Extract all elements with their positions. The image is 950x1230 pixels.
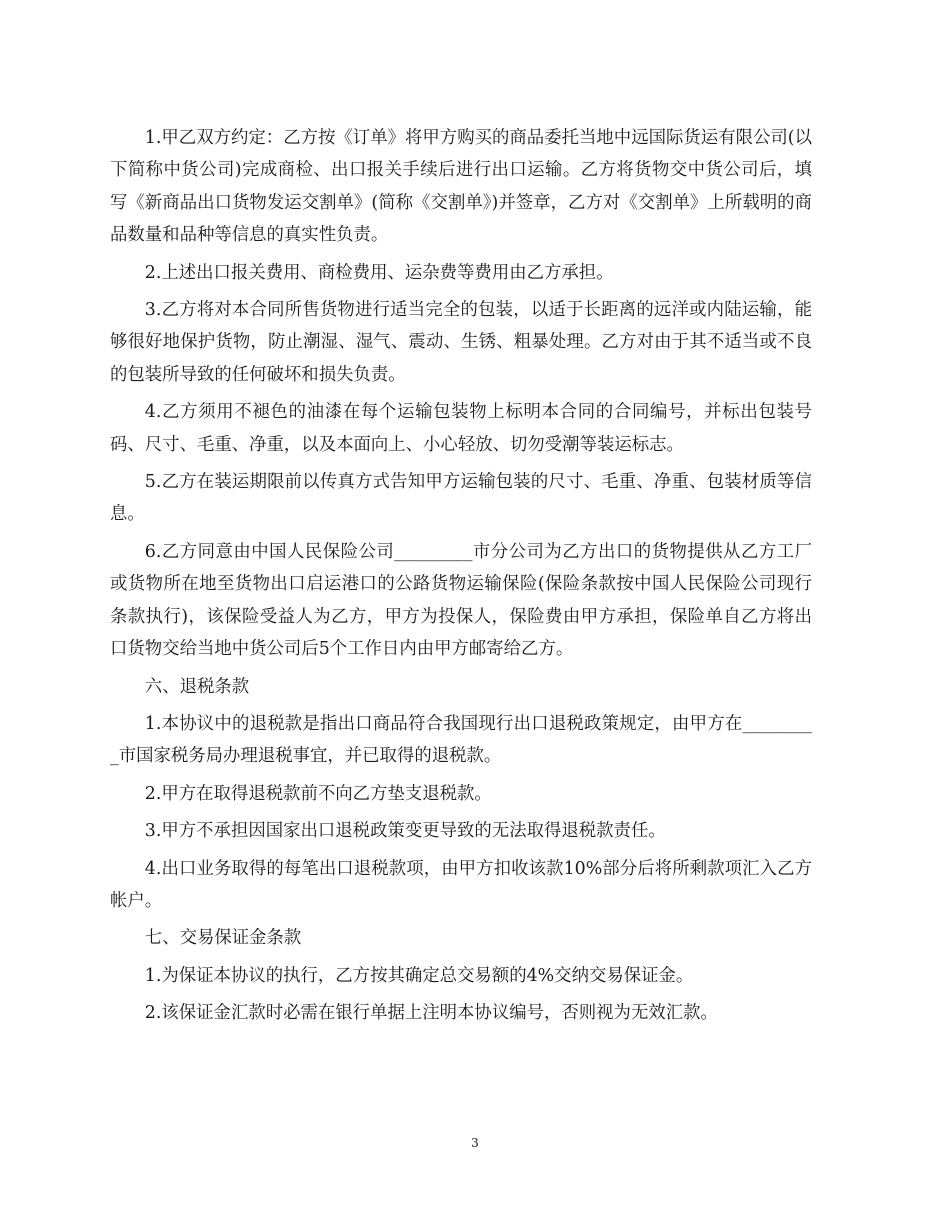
page-number: 3	[471, 1136, 479, 1150]
paragraph-4: 4.乙方须用不褪色的油漆在每个运输包装物上标明本合同的合同编号，并标出包装号码、尺寸、毛重、净重，以及本面向上、小心轻放、切勿受潮等装运标志。	[110, 402, 812, 455]
section-heading-deposit: 七、交易保证金条款	[144, 928, 302, 949]
paragraph-5: 5.乙方在装运期限前以传真方式告知甲方运输包装的尺寸、毛重、净重、包装材质等信息。	[110, 472, 812, 525]
paragraph-10: 4.出口业务取得的每笔出口退税款项，由甲方扣收该款10%部分后将所剩款项汇入乙方帐户。	[110, 858, 812, 911]
paragraph-8: 2.甲方在取得退税款前不向乙方垫支退税款。	[144, 783, 492, 804]
paragraph-3: 3.乙方将对本合同所售货物进行适当完全的包装，以适于长距离的远洋或内陆运输，能够很好地保护货物，防止潮湿、湿气、震动、生锈、粗暴处理。乙方对由于其不适当或不良的包装所导致的任何破坏和损失负责。	[110, 300, 812, 385]
paragraph-7: 1.本协议中的退税款是指出口商品符合我国现行出口退税政策规定，由甲方在_________市国家税务局办理退税事宜，并已取得的退税款。	[110, 713, 812, 767]
section-heading-tax-refund: 六、退税条款	[144, 676, 250, 697]
paragraph-2: 2.上述出口报关费用、商检费用、运杂费等费用由乙方承担。	[144, 262, 614, 283]
document-body	[110, 122, 812, 1035]
paragraph-1: 1.甲乙双方约定：乙方按《订单》将甲方购买的商品委托当地中远国际货运有限公司(以下简称中货公司)完成商检、出口报关手续后进行出口运输。乙方将货物交中货公司后，填写《新商品出口货物发运交割单》(简称《交割单》)并签章，乙方对《交割单》上所载明的商品数量和品种等信息的真实性负责。	[110, 128, 812, 246]
paragraph-9: 3.甲方不承担因国家出口退税政策变更导致的无法取得退税款责任。	[144, 821, 666, 842]
paragraph-6: 6.乙方同意由中国人民保险公司_________市分公司为乙方出口的货物提供从乙方工厂或货物所在地至货物出口启运港口的公路货物运输保险(保险条款按中国人民保险公司现行条款执行)，该保险受益人为乙方，甲方为投保人，保险费由甲方承担，保险单自乙方将出口货物交给当地中货公司后5个工作日内由甲方邮寄给乙方。	[110, 541, 812, 660]
paragraph-11: 1.为保证本协议的执行，乙方按其确定总交易额的4%交纳交易保证金。	[144, 965, 694, 986]
paragraph-12: 2.该保证金汇款时必需在银行单据上注明本协议编号，否则视为无效汇款。	[144, 1003, 718, 1024]
